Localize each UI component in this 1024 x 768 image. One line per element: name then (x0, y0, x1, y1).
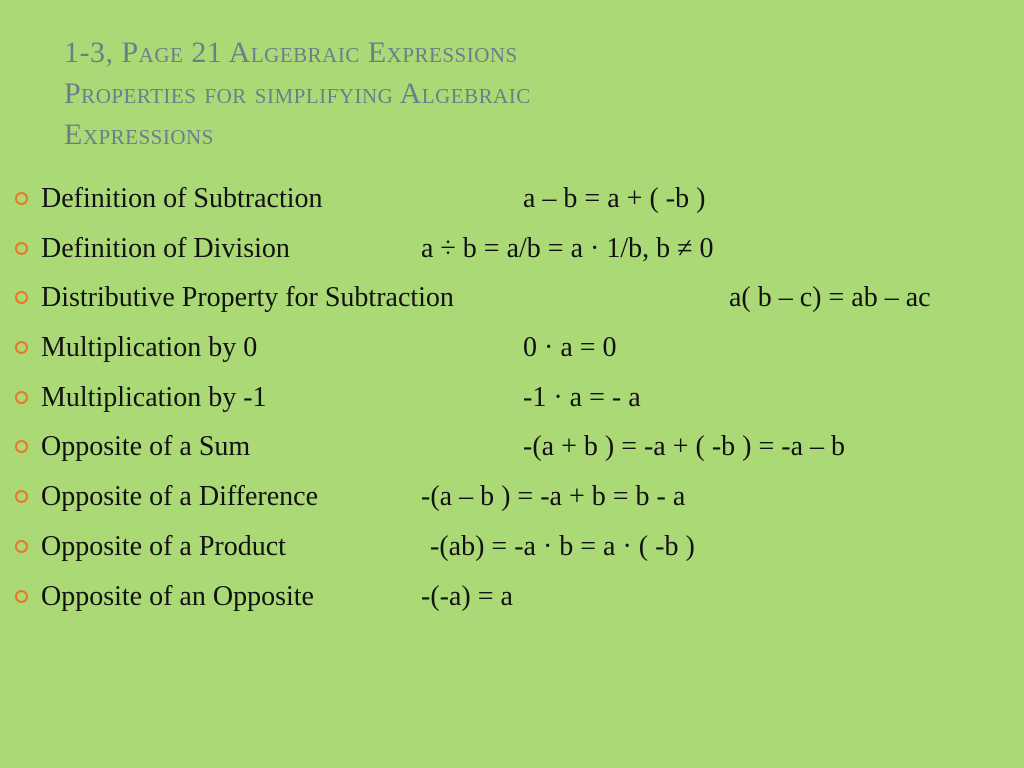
hollow-circle-bullet-icon (15, 391, 28, 404)
property-name: Opposite of a Difference (41, 481, 319, 513)
property-formula: -(ab) = -a · b = a · ( -b ) (430, 530, 695, 562)
property-name: Distributive Property for Subtraction (41, 282, 454, 314)
property-formula: a ÷ b = a/b = a · 1/b, b ≠ 0 (421, 232, 714, 264)
hollow-circle-bullet-icon (15, 490, 28, 503)
property-formula: 0 · a = 0 (523, 332, 617, 364)
list-item (0, 273, 1024, 323)
list-item (0, 422, 1024, 472)
list-item (0, 373, 1024, 423)
hollow-circle-bullet-icon (15, 192, 28, 205)
property-formula: -1 · a = - a (523, 381, 641, 413)
list-item (0, 472, 1024, 522)
property-name: Multiplication by 0 (41, 332, 258, 364)
property-formula: -(a + b ) = -a + ( -b ) = -a – b (523, 431, 846, 463)
hollow-circle-bullet-icon (15, 242, 28, 255)
property-name: Opposite of a Sum (41, 431, 251, 463)
hollow-circle-bullet-icon (15, 590, 28, 603)
list-item (0, 522, 1024, 572)
hollow-circle-bullet-icon (15, 540, 28, 553)
property-formula: a – b = a + ( -b ) (523, 183, 706, 214)
slide-title (64, 32, 964, 155)
property-name: Opposite of an Opposite (41, 580, 314, 612)
property-formula: -(a – b ) = -a + b = b - a (421, 481, 686, 513)
list-item (0, 572, 1024, 622)
property-formula: -(-a) = a (421, 580, 513, 612)
hollow-circle-bullet-icon (15, 341, 28, 354)
property-list (0, 174, 1024, 621)
property-formula: a( b – c) = ab – ac (729, 282, 931, 314)
title-line: 1-3, Page 21 Algebraic Expressions (64, 36, 518, 69)
property-name: Opposite of a Product (41, 530, 286, 562)
list-item (0, 224, 1024, 274)
title-line: Properties for simplifying Algebraic (64, 77, 531, 110)
list-item (0, 323, 1024, 373)
property-name: Multiplication by -1 (41, 381, 267, 413)
property-name: Definition of Division (41, 232, 290, 264)
hollow-circle-bullet-icon (15, 291, 28, 304)
title-line: Expressions (64, 118, 214, 151)
list-item (0, 174, 1024, 224)
property-name: Definition of Subtraction (41, 183, 323, 214)
hollow-circle-bullet-icon (15, 440, 28, 453)
